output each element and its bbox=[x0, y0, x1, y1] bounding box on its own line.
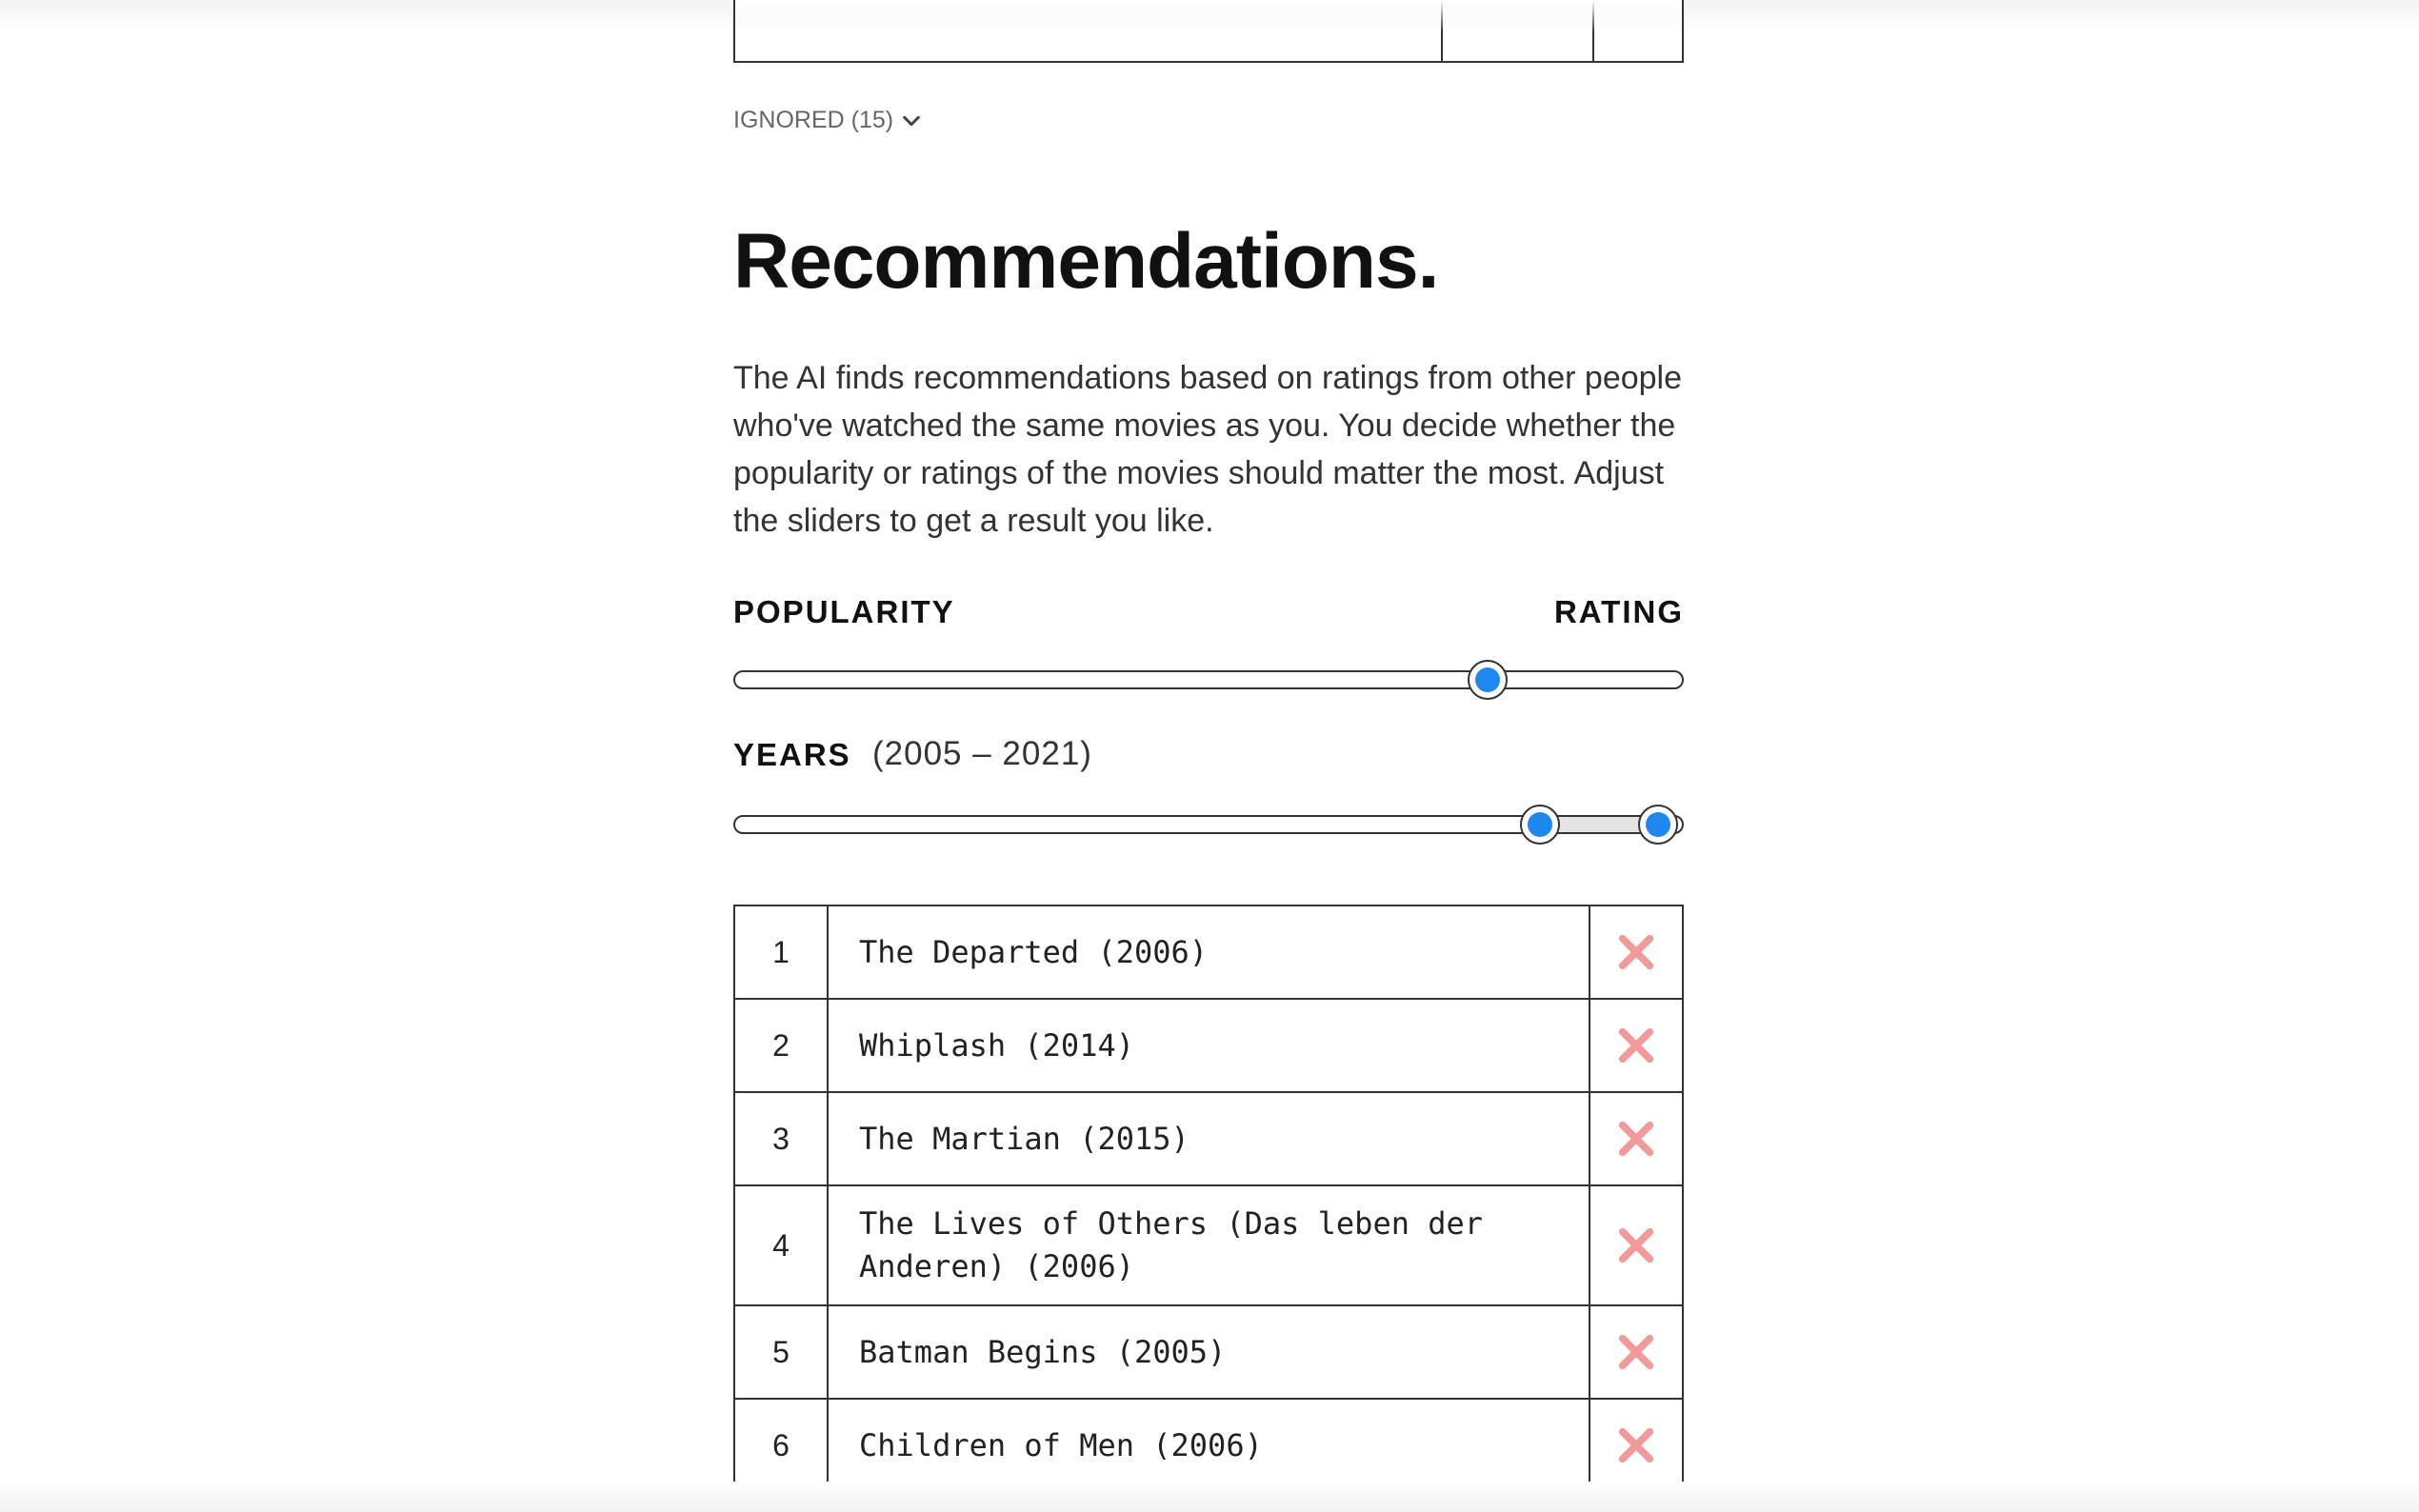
slider-thumb[interactable] bbox=[1468, 660, 1508, 700]
table-row bbox=[734, 1092, 1683, 1185]
chevron-down-icon bbox=[901, 110, 922, 131]
years-label: YEARS bbox=[733, 737, 851, 772]
description-text: The AI finds recommendations based on ratings from other people who've watched the same movies as you. You decide whether the popularity or ratings of the movies should matter the most. Adjust the sliders to get a result you like. bbox=[733, 360, 1683, 539]
movie-title: The Departed (2006) bbox=[828, 905, 1589, 999]
years-range-text: (2005 – 2021) bbox=[872, 735, 1092, 772]
years-start-thumb[interactable] bbox=[1520, 805, 1560, 845]
close-icon bbox=[1615, 1224, 1657, 1266]
ignored-table-fragment bbox=[733, 0, 1684, 63]
rank-cell: 4 bbox=[734, 1185, 828, 1305]
close-icon bbox=[1615, 1118, 1657, 1160]
movie-title: Batman Begins (2005) bbox=[828, 1305, 1589, 1399]
ignored-toggle[interactable] bbox=[733, 107, 922, 134]
table-row bbox=[734, 999, 1683, 1092]
remove-button[interactable] bbox=[1589, 999, 1683, 1092]
movie-title: Whiplash (2014) bbox=[828, 999, 1589, 1092]
remove-button[interactable] bbox=[1589, 1185, 1683, 1305]
table-row bbox=[734, 1185, 1683, 1305]
popularity-rating-slider[interactable] bbox=[733, 670, 1684, 689]
fade-overlay bbox=[735, 0, 1682, 32]
remove-button[interactable] bbox=[1589, 905, 1683, 999]
rank-cell: 3 bbox=[734, 1092, 828, 1185]
table-row bbox=[734, 1399, 1683, 1492]
close-icon bbox=[1615, 1331, 1657, 1373]
recommendations-table bbox=[733, 905, 1684, 1493]
remove-button[interactable] bbox=[1589, 1399, 1683, 1492]
close-icon bbox=[1615, 1025, 1657, 1066]
rating-label: RATING bbox=[1553, 594, 1684, 629]
rank-cell: 6 bbox=[734, 1399, 828, 1492]
rank-cell: 1 bbox=[734, 905, 828, 999]
close-icon bbox=[1615, 1424, 1657, 1466]
close-icon bbox=[1615, 931, 1657, 973]
rank-cell: 2 bbox=[734, 999, 828, 1092]
rank-cell: 5 bbox=[734, 1305, 828, 1399]
ignored-label: IGNORED (15) bbox=[733, 107, 894, 133]
page-bottom-shadow bbox=[0, 1482, 2419, 1512]
remove-button[interactable] bbox=[1589, 1092, 1683, 1185]
movie-title: The Lives of Others (Das leben der Anderen) (2006) bbox=[828, 1185, 1589, 1305]
table-row bbox=[734, 905, 1683, 999]
movie-title: Children of Men (2006) bbox=[828, 1399, 1589, 1492]
popularity-label: POPULARITY bbox=[733, 594, 955, 629]
years-range-slider[interactable] bbox=[733, 815, 1684, 834]
table-row bbox=[734, 1305, 1683, 1399]
remove-button[interactable] bbox=[1589, 1305, 1683, 1399]
years-end-thumb[interactable] bbox=[1638, 805, 1678, 845]
page-title: Recommendations. bbox=[733, 218, 1439, 305]
movie-title: The Martian (2015) bbox=[828, 1092, 1589, 1185]
